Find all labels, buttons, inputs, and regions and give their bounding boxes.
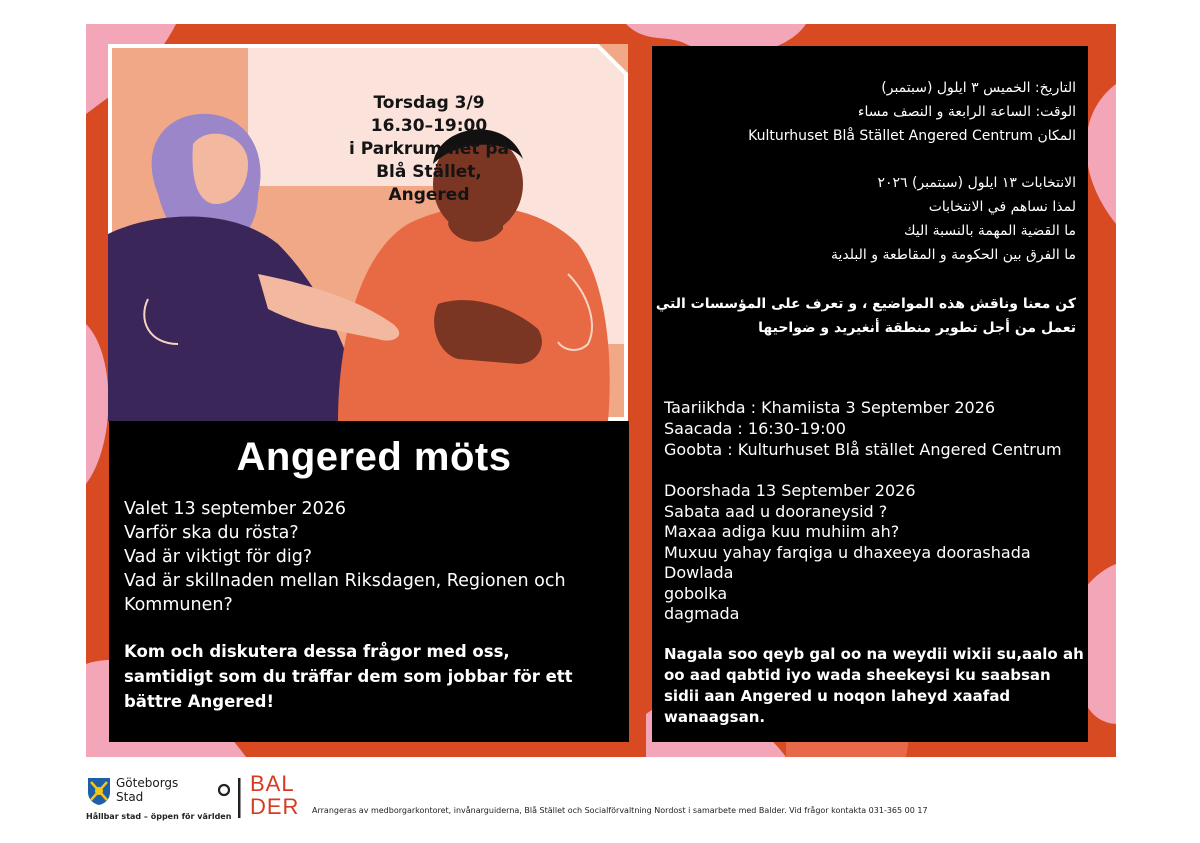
so-line: Doorshada 13 September 2026 [664, 481, 916, 500]
sv-line: Kommunen? [124, 595, 233, 615]
event-venue-line1: i Parkrummet på [348, 139, 510, 159]
ar-line: لمذا نساهم في الانتخابات [928, 199, 1076, 215]
sv-bold-line: samtidigt som du träffar dem som jobbar för ett [124, 667, 573, 686]
so-line: Sabata aad u dooraneysid ? [664, 501, 888, 521]
swedish-invitation [124, 639, 573, 714]
ar-bold-line: تعمل من أجل تطوير منطقة أنغيريد و ضواحيها [758, 320, 1076, 336]
ar-bold-line: كن معنا وناقش هذه المواضيع ، و تعرف على المؤسسات التي [655, 296, 1076, 312]
speech-bubble-text [334, 92, 524, 207]
balder-logo-icon [216, 778, 246, 818]
arabic-invitation [656, 292, 1076, 340]
goteborg-tagline: Hållbar stad – öppen för världen [86, 812, 232, 821]
arabic-event-info [748, 76, 1076, 148]
ar-line: ما القضية المهمة بالنسبة اليك [903, 223, 1076, 239]
so-line: Goobta : Kulturhuset Blå stället Angered Centrum [664, 440, 1062, 459]
sv-line: Vad är skillnaden mellan Riksdagen, Regionen och [124, 571, 566, 591]
arabic-questions [831, 171, 1076, 267]
so-bold-line: wanaagsan. [664, 708, 766, 726]
swedish-panel [109, 421, 629, 742]
ar-line: الوقت: الساعة الرابعة و النصف مساء [857, 104, 1076, 120]
event-venue-line2: Blå Stället, [376, 162, 482, 182]
so-line: Maxaa adiga kuu muhiim ah? [664, 522, 900, 541]
event-date: Torsdag 3/9 [373, 93, 485, 113]
illustration-two-people [108, 44, 628, 421]
event-venue-line3: Angered [388, 185, 470, 205]
so-line: Saacada : 16:30-19:00 [664, 419, 846, 438]
goteborg-stad-name [116, 776, 178, 804]
balder-line1: BAL [250, 771, 295, 796]
so-bold-line: sidii aan Angered u noqon laheyd xaafad [664, 687, 1011, 705]
ar-line: الانتخابات ١٣ ايلول (سبتمبر) ٢٠٢٦ [877, 175, 1076, 191]
ar-line: المكان Kulturhuset Blå Stället Angered Centrum [748, 128, 1076, 144]
swedish-questions [124, 497, 566, 617]
so-bold-line: oo aad qabtid iyo wada sheekeysi ku saabsan [664, 666, 1051, 684]
event-time: 16.30–19:00 [370, 116, 488, 136]
so-bold-line: Nagala soo qeyb gal oo na weydii wixii su,aalo ah [664, 645, 1084, 663]
sv-bold-line: Kom och diskutera dessa frågor med oss, [124, 642, 510, 661]
sv-bold-line: bättre Angered! [124, 692, 274, 711]
balder-logo-text [250, 772, 299, 818]
ar-line: ما الفرق بين الحكومة و المقاطعة و البلدية [831, 247, 1076, 263]
multilingual-panel [652, 46, 1088, 742]
somali-invitation [664, 644, 1084, 728]
somali-questions [664, 481, 1031, 625]
goteborg-crest-icon [86, 776, 112, 806]
gbg-line1: Göteborgs [116, 776, 179, 790]
organizer-note: Arrangeras av medborgarkontoret, invånarguiderna, Blå Stället och Socialförvaltning Nordost i samarbete med Balder. Vid frågor kontakta 031-365 00 17 [312, 806, 928, 815]
so-line: Muxuu yahay farqiga u dhaxeeya doorashada [664, 542, 1031, 562]
so-line: dagmada [664, 604, 740, 623]
somali-event-info [664, 397, 1062, 460]
sv-line: Varför ska du rösta? [124, 523, 299, 543]
so-line: Dowlada [664, 563, 734, 582]
gbg-line2: Stad [116, 790, 144, 804]
so-line: gobolka [664, 583, 728, 603]
sv-line: Vad är viktigt för dig? [124, 547, 313, 567]
ar-line: التاريخ: الخميس ٣ ايلول (سبتمبر) [881, 80, 1076, 96]
main-title: Angered möts [236, 435, 512, 479]
so-line: Taariikhda : Khamiista 3 September 2026 [664, 398, 996, 417]
balder-line2: DER [250, 794, 300, 819]
sv-line: Valet 13 september 2026 [124, 499, 347, 519]
